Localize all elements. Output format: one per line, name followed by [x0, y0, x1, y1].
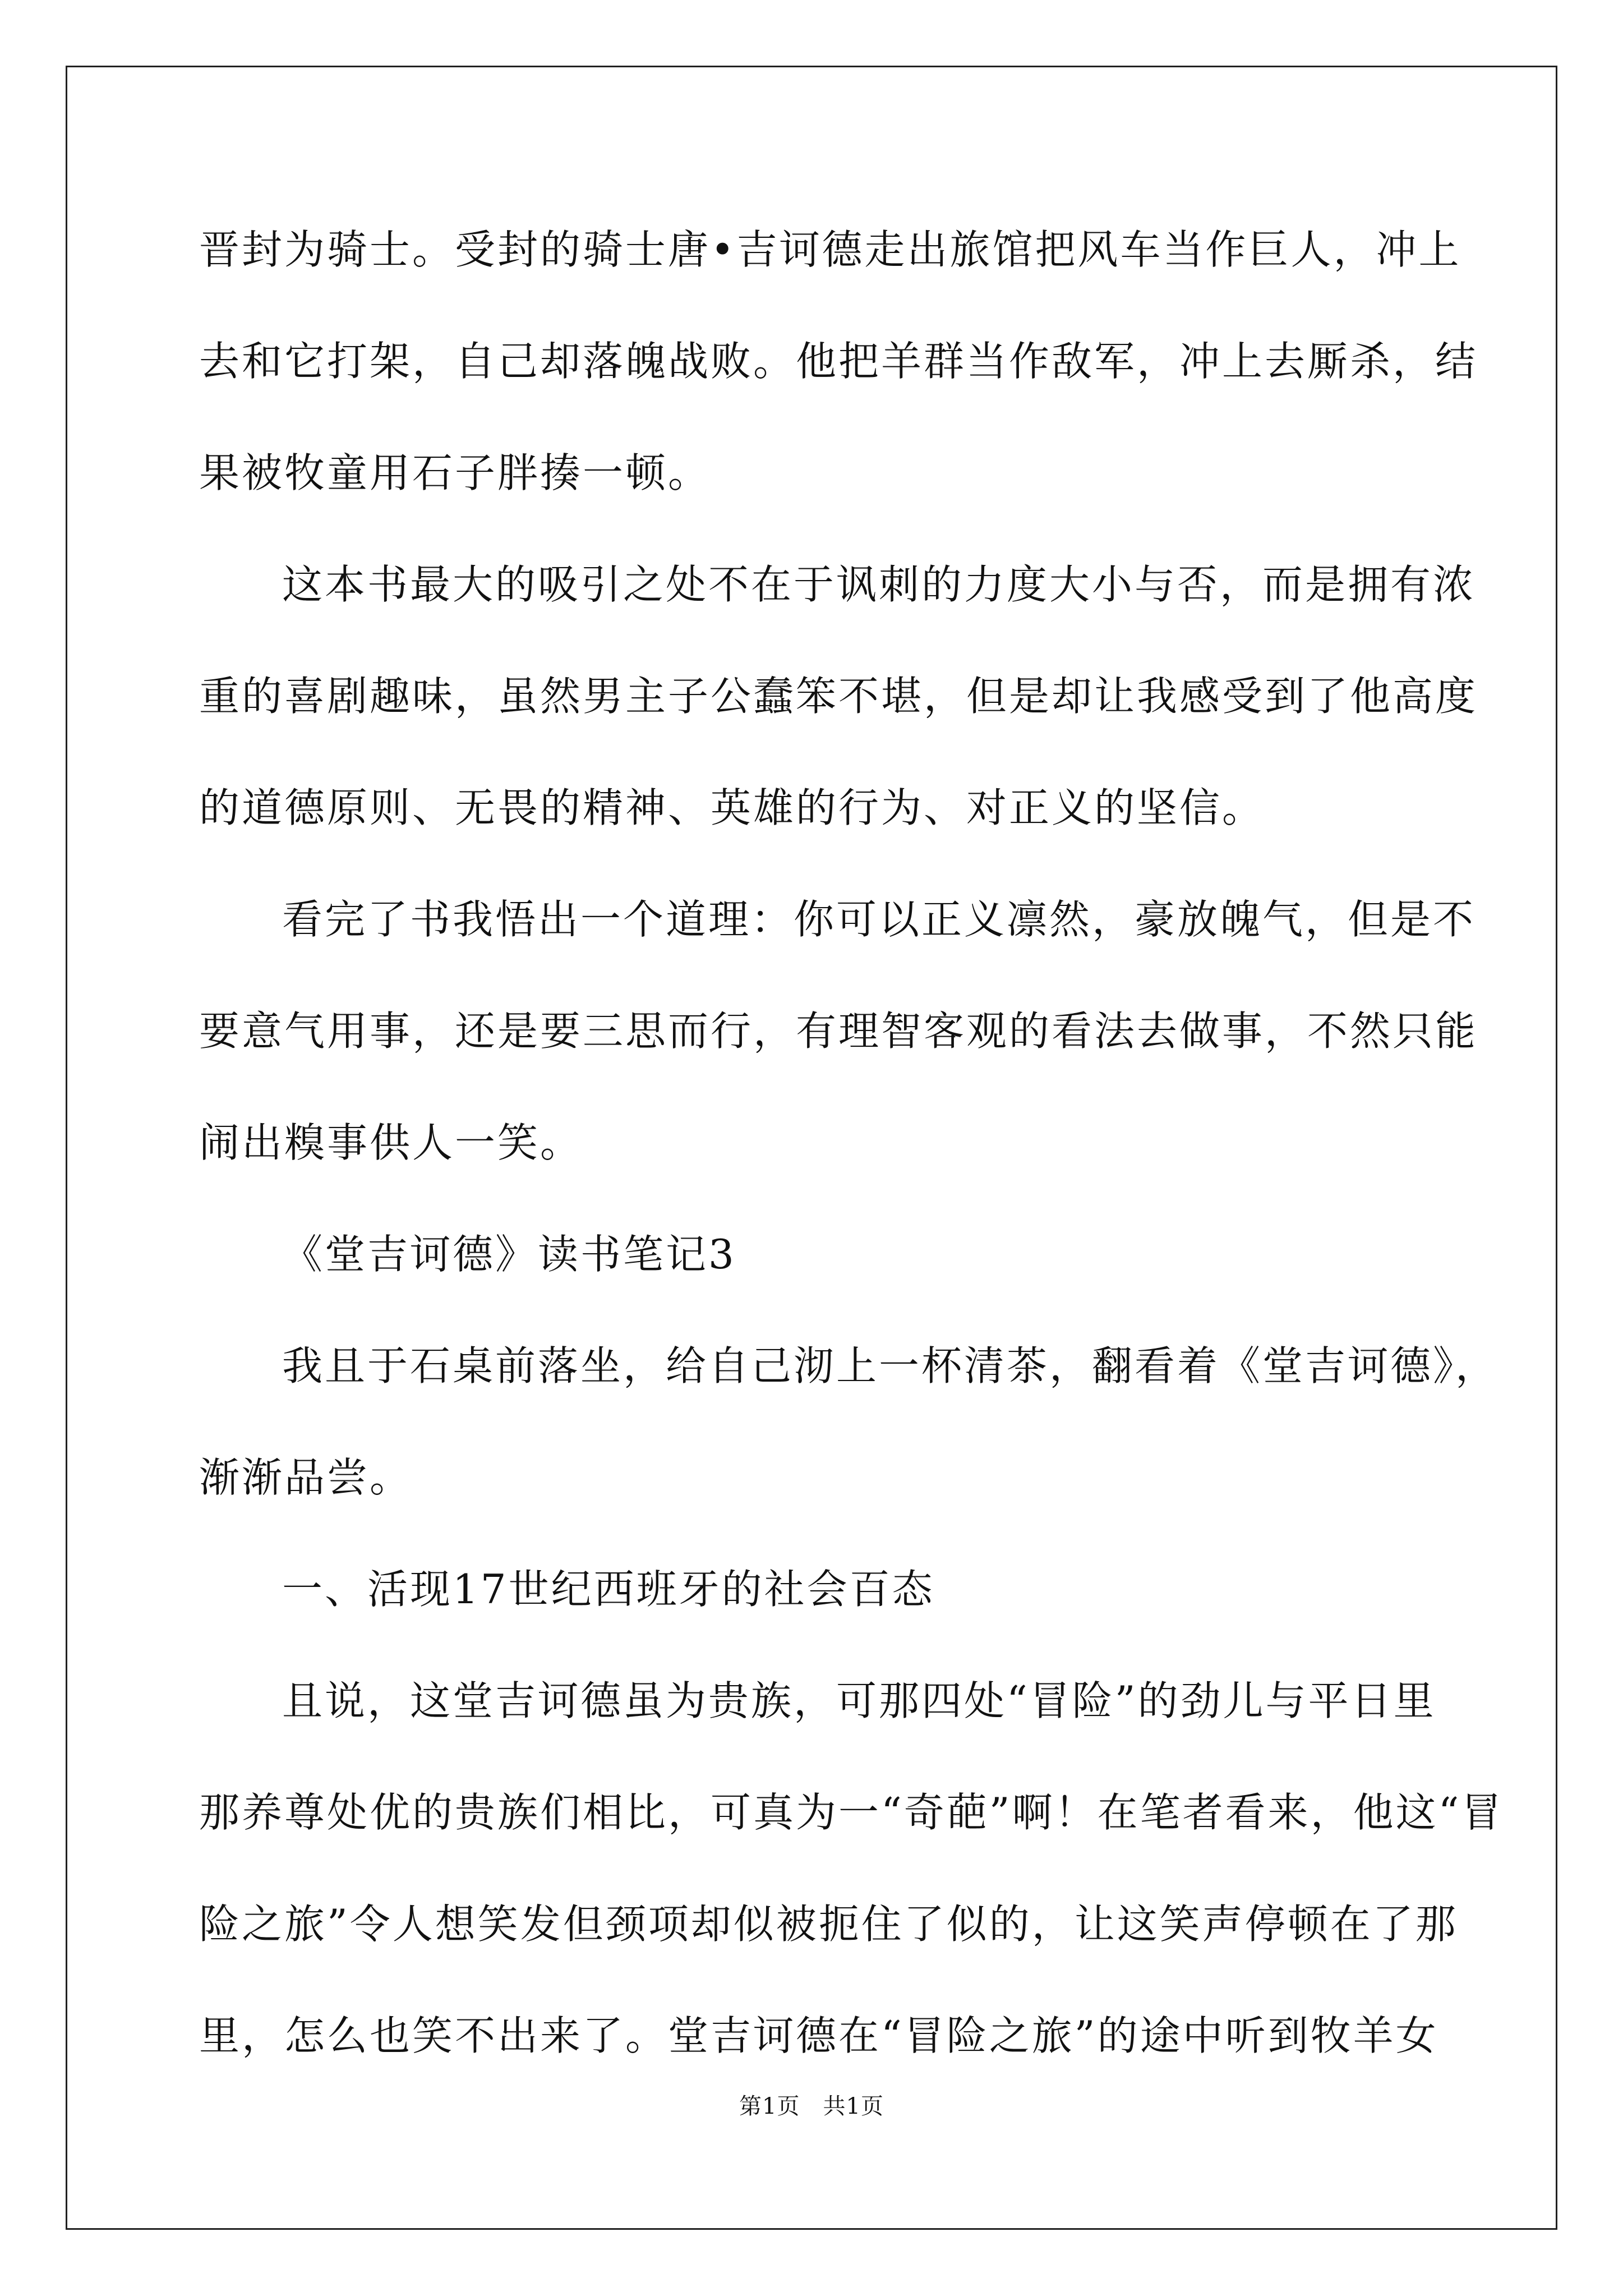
document-body — [199, 208, 1504, 2105]
text-line: 果被牧童用石子胖揍一顿。 — [199, 449, 711, 496]
text-line: 险之旅”令人想笑发但颈项却似被扼住了似的，让这笑声停顿在了那 — [199, 1901, 1458, 1948]
text-line: 闹出糗事供人一笑。 — [199, 1119, 583, 1166]
text-line: 《堂吉诃德》读书笔记3 — [282, 1231, 736, 1278]
text-line: 这本书最大的吸引之处不在于讽刺的力度大小与否，而是拥有浓 — [282, 561, 1476, 608]
text-line: 去和它打架，自己却落魄战败。他把羊群当作敌军，冲上去厮杀，结 — [199, 338, 1478, 385]
text-line: 要意气用事，还是要三思而行，有理智客观的看法去做事，不然只能 — [199, 1007, 1478, 1055]
text-line: 一、活现17世纪西班牙的社会百态 — [282, 1566, 935, 1613]
text-line: 那养尊处优的贵族们相比，可真为一“奇葩”啊！在笔者看来，他这“冒 — [199, 1789, 1504, 1836]
text-line: 的道德原则、无畏的精神、英雄的行为、对正义的坚信。 — [199, 784, 1265, 831]
text-line: 看完了书我悟出一个道理：你可以正义凛然，豪放魄气，但是不 — [282, 896, 1476, 943]
text-line: 且说，这堂吉诃德虽为贵族，可那四处“冒险”的劲儿与平日里 — [282, 1677, 1436, 1724]
text-line: 我且于石桌前落坐，给自己沏上一杯清茶，翻看着《堂吉诃德》， — [282, 1342, 1498, 1389]
text-line: 重的喜剧趣味，虽然男主子公蠢笨不堪，但是却让我感受到了他高度 — [199, 673, 1478, 720]
text-line: 晋封为骑士。受封的骑士唐•吉诃德走出旅馆把风车当作巨人，冲上 — [199, 226, 1461, 273]
page-footer: 第1页 共1页 — [739, 2093, 884, 2119]
text-line: 渐渐品尝。 — [199, 1454, 413, 1501]
text-line: 里，怎么也笑不出来了。堂吉诃德在“冒险之旅”的途中听到牧羊女 — [199, 2012, 1438, 2059]
